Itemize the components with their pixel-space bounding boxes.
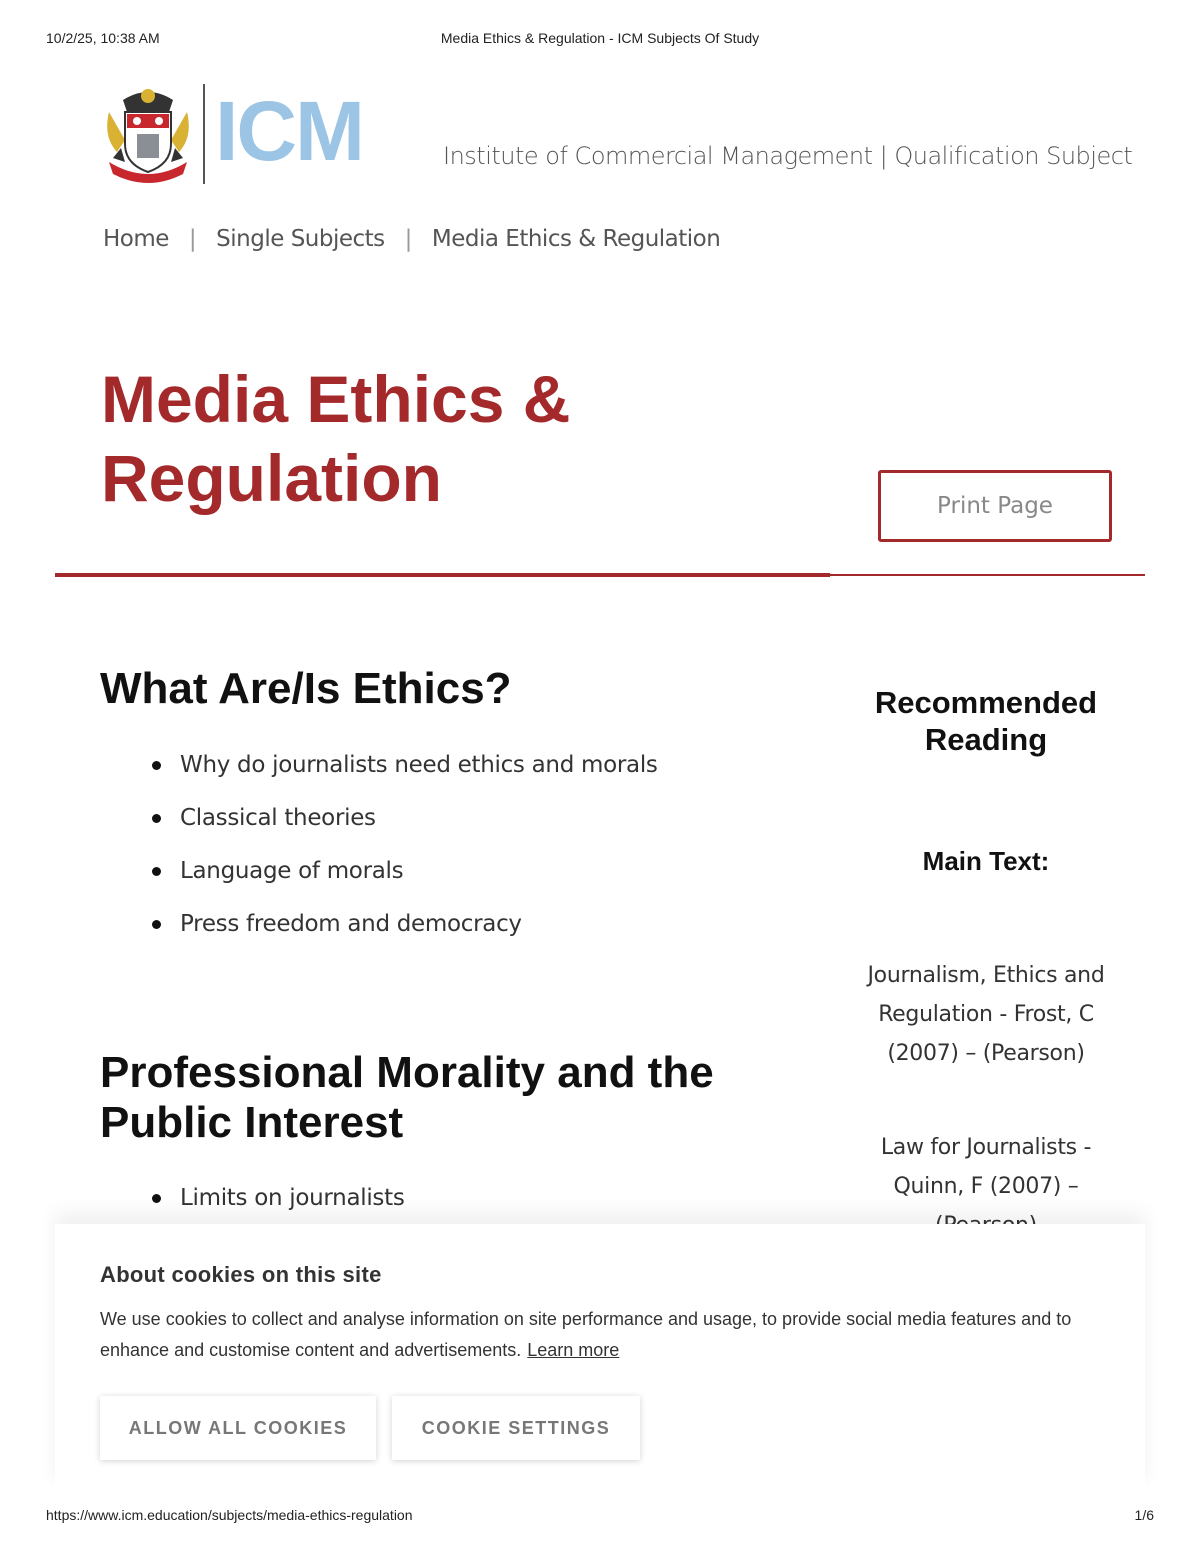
- print-url: https://www.icm.education/subjects/media-ethics-regulation: [46, 1507, 413, 1523]
- breadcrumb-separator: |: [404, 226, 412, 252]
- recommended-reading-heading: Recommended Reading: [874, 685, 1098, 757]
- cookie-settings-button[interactable]: COOKIE SETTINGS: [392, 1396, 640, 1460]
- print-page-number: 1/6: [1134, 1507, 1154, 1523]
- print-header: [46, 30, 1154, 50]
- list-item: Limits on journalists: [152, 1183, 405, 1236]
- cookie-description: We use cookies to collect and analyse information on site performance and usage, to provide social media features and to enhance and customise content and advertisements.: [100, 1309, 1072, 1360]
- cookie-banner: [55, 1224, 1145, 1492]
- list-item: Classical theories: [152, 803, 658, 856]
- list-item: Press freedom and democracy: [152, 909, 658, 962]
- main-text-subheading: Main Text:: [922, 846, 1050, 876]
- breadcrumb: [103, 226, 720, 252]
- title-divider-thin: [830, 574, 1145, 576]
- breadcrumb-single-subjects-link[interactable]: Single Subjects: [216, 226, 385, 252]
- title-divider: [55, 573, 830, 577]
- list-item: Why do journalists need ethics and morals: [152, 750, 658, 803]
- allow-all-cookies-button[interactable]: ALLOW ALL COOKIES: [100, 1396, 376, 1460]
- section-heading-ethics: What Are/Is Ethics?: [100, 664, 512, 713]
- print-footer: [46, 1507, 1154, 1527]
- logo-wordmark: ICM: [215, 84, 363, 178]
- ethics-topic-list: [152, 750, 658, 962]
- book-entry: Law for Journalists - Quinn, F (2007) –: [880, 1135, 1092, 1199]
- cookie-banner-text: [100, 1304, 1090, 1366]
- cookie-banner-title: About cookies on this site: [100, 1262, 382, 1287]
- breadcrumb-home-link[interactable]: Home: [103, 226, 169, 252]
- icm-logo[interactable]: [103, 82, 403, 187]
- list-item: Language of morals: [152, 856, 658, 909]
- page-title: Media Ethics & Regulation: [101, 362, 571, 515]
- book-entry: Journalism, Ethics and Regulation - Frost, C (2007) – (Pearson): [867, 963, 1105, 1066]
- coat-of-arms-icon: [103, 82, 193, 187]
- breadcrumb-separator: |: [188, 226, 197, 252]
- recommended-reading-sidebar: [860, 684, 1112, 1199]
- logo-divider: [203, 84, 205, 184]
- section-heading-professional-morality: Professional Morality and the Public Interest: [100, 1048, 714, 1147]
- site-tagline: Institute of Commercial Management | Qualification Subject: [443, 142, 1133, 170]
- print-page-button[interactable]: Print Page: [878, 470, 1112, 542]
- breadcrumb-current-page: Media Ethics & Regulation: [431, 226, 721, 252]
- learn-more-link[interactable]: Learn more: [527, 1340, 620, 1360]
- print-datetime: 10/2/25, 10:38 AM: [46, 30, 160, 46]
- print-document-title: Media Ethics & Regulation - ICM Subjects Of Study: [440, 30, 760, 46]
